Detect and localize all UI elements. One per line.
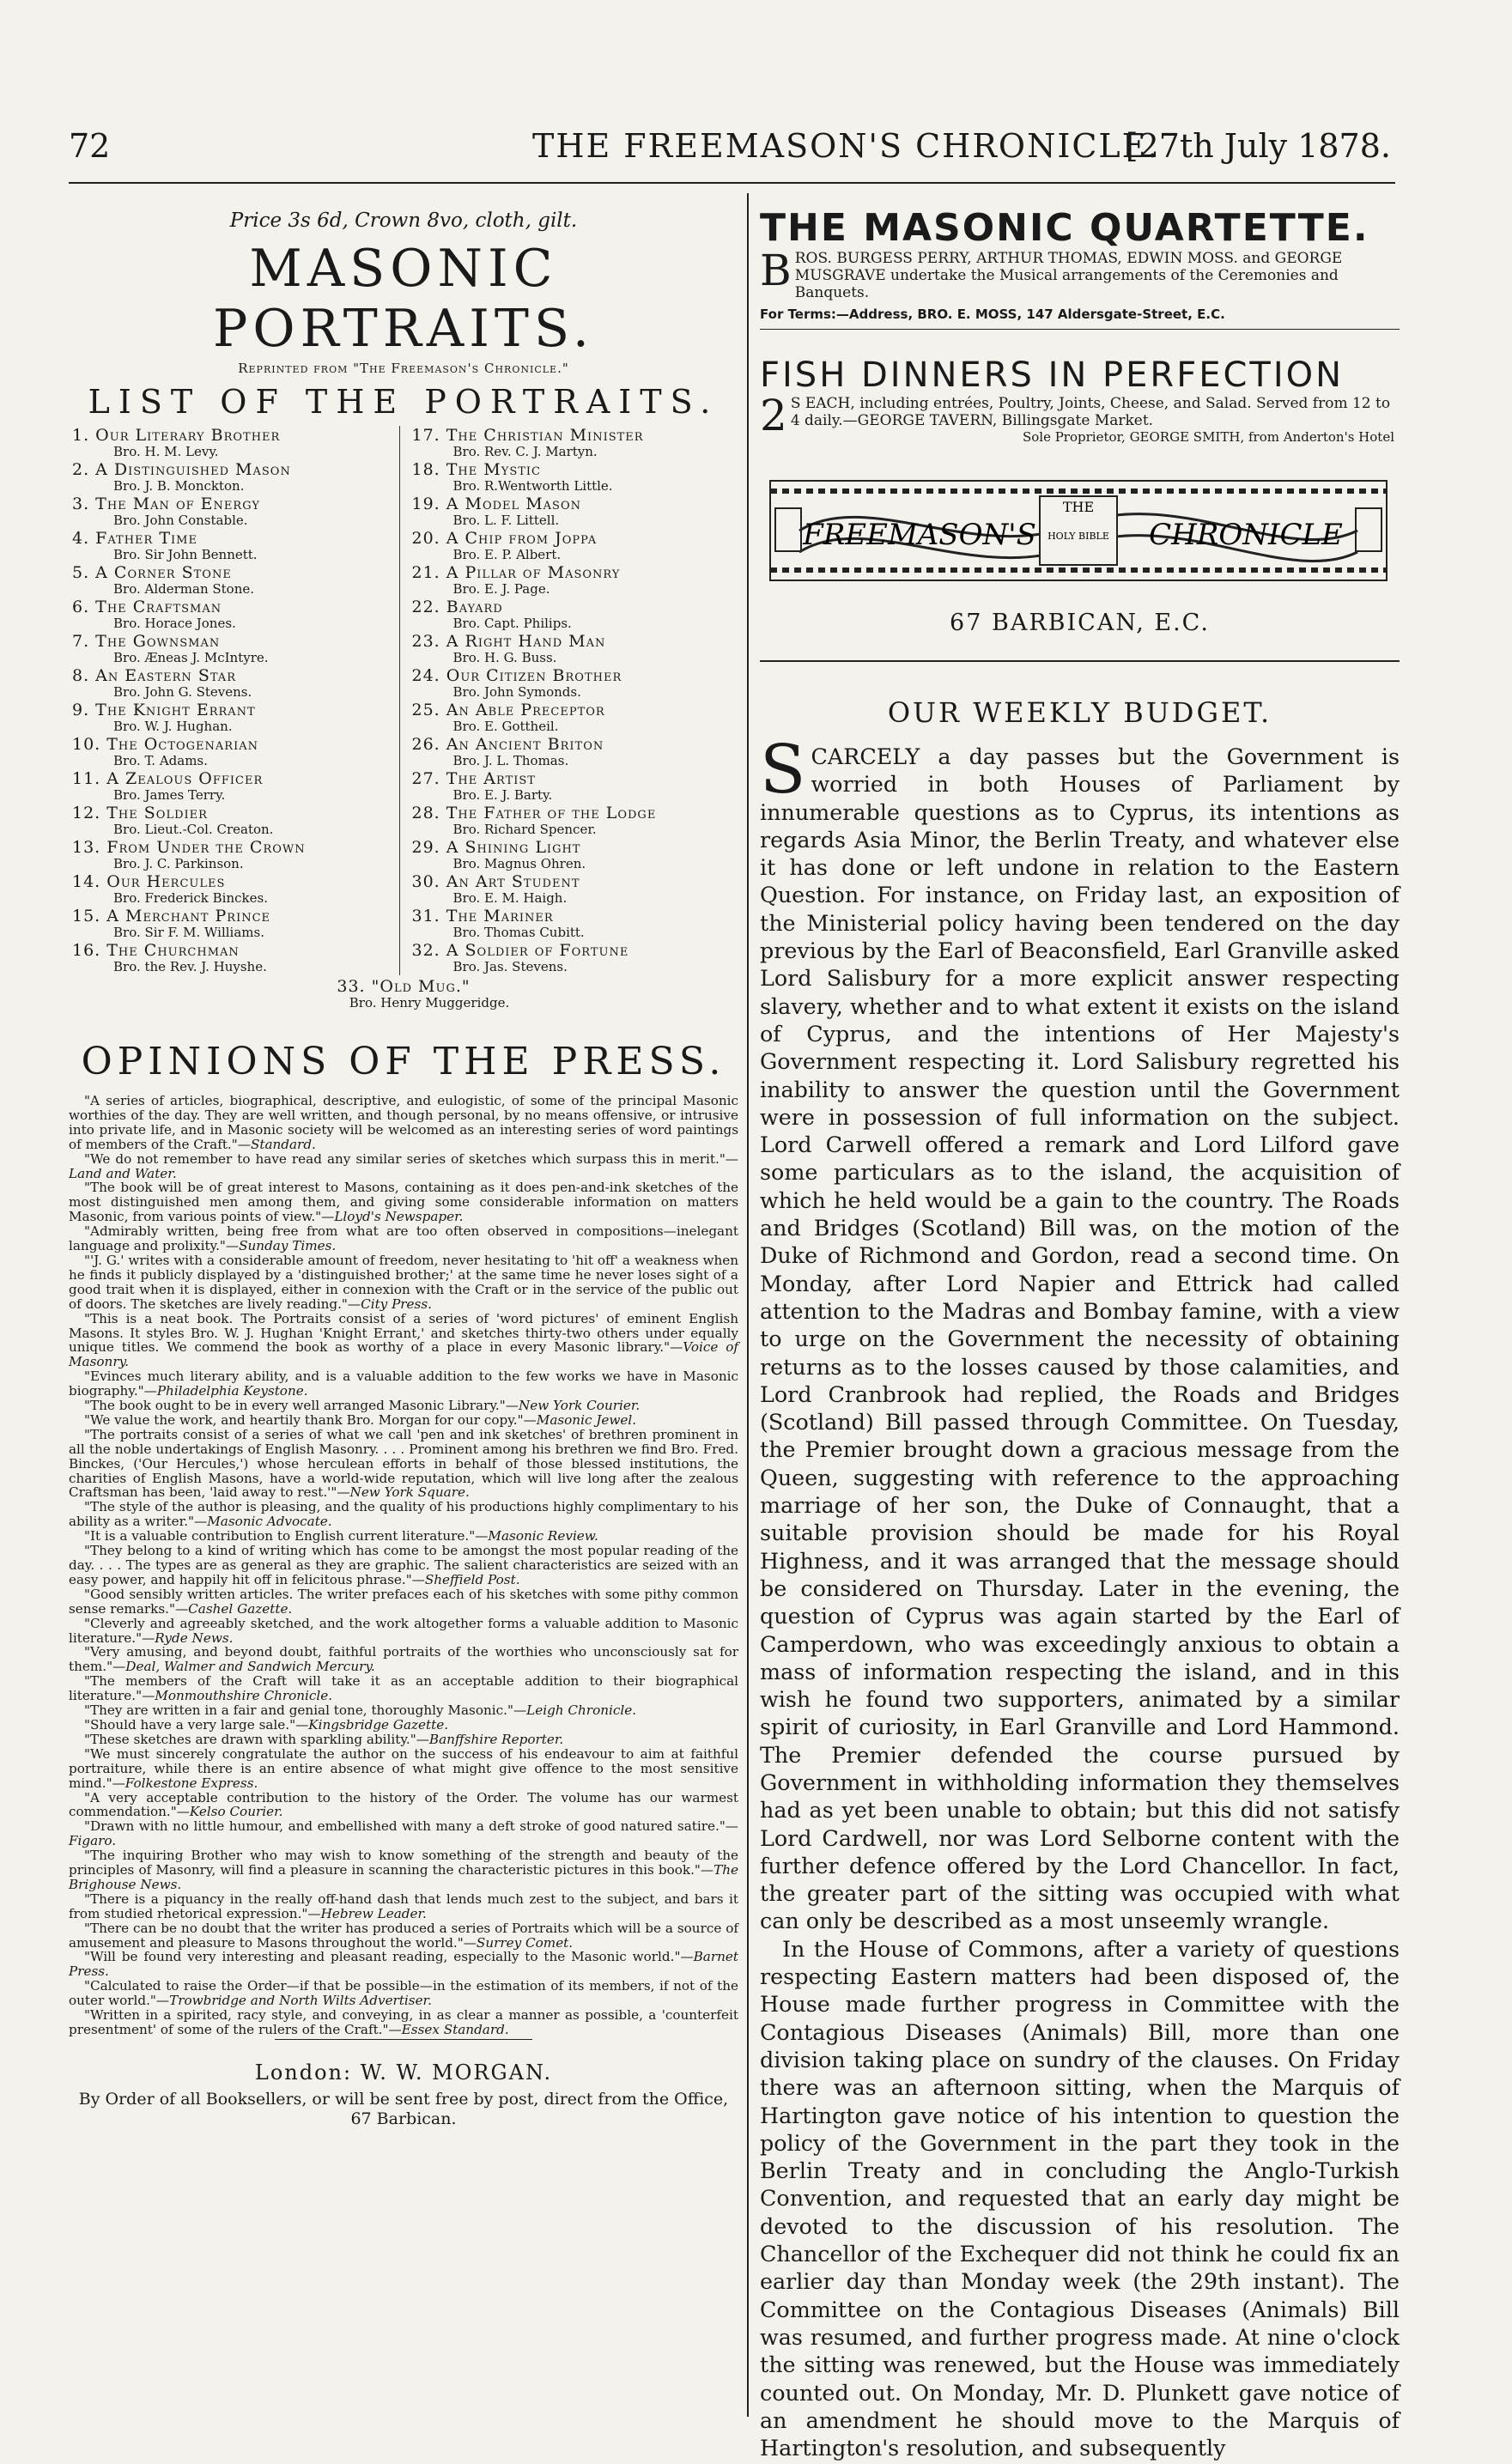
weekly-budget-title: OUR WEEKLY BUDGET. (887, 696, 1272, 729)
press-opinion (69, 1224, 738, 1253)
portrait-final-item (69, 977, 738, 1010)
press-opinion (69, 1791, 738, 1820)
opinion-text: "Cleverly and agreeably sketched, and the work altogether forms a valuable addition to Masonic literature."— (69, 1615, 738, 1646)
opinion-source: Folkestone Express. (124, 1775, 258, 1791)
portrait-title: 27. The Artist (411, 769, 536, 788)
opinion-source: Kelso Courier. (189, 1804, 283, 1820)
portrait-brother: Bro. John Symonds. (452, 684, 581, 700)
quartette-terms: For Terms:—Address, BRO. E. MOSS, 147 Aldersgate-Street, E.C. (760, 306, 1225, 322)
portrait-title: 12. The Soldier (72, 804, 208, 822)
opinion-text: "The members of the Craft will take it as an acceptable addition to their biographical literature."— (69, 1673, 738, 1704)
opinion-source: City Press. (361, 1296, 432, 1312)
portrait-item (72, 460, 396, 494)
right-column (760, 204, 1400, 2461)
portrait-brother: Bro. W. J. Hughan. (113, 719, 233, 734)
portrait-brother: Bro. Sir F. M. Williams. (113, 925, 264, 940)
opinion-source: Hebrew Leader. (320, 1905, 427, 1921)
publisher-line: London: W. W. MORGAN. (254, 2060, 553, 2085)
portrait-title: 19. A Model Mason (411, 495, 581, 513)
paragraph-text: In the House of Commons, after a variety of questions respecting Eastern matters had been disposed of, the House made further progress in Committee with the Contagious Diseases (Animals) Bill, more than one division taking place on sundry of the clauses. On Friday there was an afternoon sitting, when the Marquis of Hartington gave notice of his intention to question the policy of the Government in the part they took in the Berlin Treaty and in concluding the Anglo-Turkish Convention, and requested that an early day might be devoted to the discussion of his resolution. The Chancellor of the Exchequer did not think he could fix an earlier day than Monday week (the 29th instant). The Committee on the Contagious Diseases (Animals) Bill was resumed, and further progress made. At nine o'clock the sitting was renewed, but the House was immediately counted out. On Monday, Mr. D. Plunkett gave notice of an amendment he should move to the Marquis of Hartington's resolution, and subsequently (760, 1935, 1400, 2461)
portrait-item (72, 426, 396, 459)
portrait-item (72, 735, 396, 768)
portrait-title: 22. Bayard (411, 598, 503, 616)
opinion-source: Surrey Comet. (476, 1934, 574, 1951)
portrait-title: 26. An Ancient Briton (411, 735, 604, 754)
opinion-text: "Drawn with no little humour, and embellished with many a deft stroke of good natured satire."— (84, 1818, 738, 1835)
masthead-rule (69, 182, 1395, 184)
publisher-rule (275, 2039, 532, 2040)
portrait-list-left (69, 426, 399, 975)
logo-word-the: THE (1062, 499, 1095, 515)
weekly-budget-article (760, 731, 1400, 2461)
portrait-brother: Bro. J. C. Parkinson. (113, 856, 244, 871)
opinion-text: "We do not remember to have read any similar series of sketches which surpass this in merit."— (84, 1150, 738, 1167)
portrait-title: 7. The Gownsman (72, 632, 221, 651)
reprinted-note: Reprinted from "The Freemason's Chronicle." (238, 361, 569, 376)
portrait-title: 23. A Right Hand Man (411, 632, 606, 651)
portrait-item (412, 460, 736, 494)
portrait-item (412, 941, 736, 974)
section-rule (760, 660, 1400, 662)
portrait-item (72, 838, 396, 871)
portrait-title: 21. A Pillar of Masonry (411, 563, 621, 582)
press-opinion (69, 1180, 738, 1224)
portrait-brother: Bro. T. Adams. (113, 753, 208, 768)
press-opinion (69, 1587, 738, 1617)
opinion-text: "Good sensibly written articles. The writer prefaces each of his sketches with some pithy common sense remarks."— (69, 1586, 738, 1617)
logo-word-chronicle: CHRONICLE (1149, 518, 1343, 552)
chronicle-logo-graphic (765, 470, 1392, 591)
portrait-item (72, 666, 396, 700)
portrait-title: 9. The Knight Errant (72, 701, 256, 719)
opinion-text: "The portraits consist of a series of what we call 'pen and ink sketches' of brethren prominent in all the noble undertakings of English Masonry. . . . Prominent among his brethren we find Bro. Fred. Binckes, ('Our Hercules,') whose herculean efforts in behalf of those blessed institutions, the charities of English Masons, have a world-wide reputation, which will live long after the zealous Craftsman has been, 'laid away to rest.'"— (69, 1426, 738, 1501)
press-opinion (69, 1544, 738, 1587)
portrait-brother: Bro. Lieut.-Col. Creaton. (113, 822, 274, 837)
press-opinion (69, 2008, 738, 2037)
office-address: 67 BARBICAN, E.C. (950, 610, 1210, 636)
portrait-item (412, 495, 736, 528)
dropcap: 2 (760, 391, 787, 440)
list-of-portraits-title: LIST OF THE PORTRAITS. (88, 383, 720, 421)
opinion-source: New York Courier. (518, 1398, 641, 1414)
press-opinion (69, 1848, 738, 1892)
press-opinion (69, 1428, 738, 1501)
opinion-source: Barnet Press. (69, 1949, 738, 1980)
portrait-brother: Bro. E. J. Barty. (452, 787, 553, 803)
opinion-text: "Calculated to raise the Order—if that be possible—in the estimation of its members, if not of the outer world."— (69, 1978, 738, 2009)
opinion-source: The Brighouse News. (69, 1862, 738, 1892)
opinion-text: "Should have a very large sale."— (84, 1716, 309, 1733)
portrait-brother: Bro. Horace Jones. (113, 616, 236, 631)
portrait-brother: Bro. Æneas J. McIntyre. (113, 650, 269, 665)
opinion-text: "Evinces much literary ability, and is a valuable addition to the few works we have in Masonic biography."— (69, 1369, 738, 1399)
chronicle-logo (765, 470, 1392, 591)
portrait-brother: Bro. L. F. Littell. (452, 513, 560, 528)
paragraph-text: CARCELY a day passes but the Government is worried in both Houses of Parliament by innumerable questions as to Cyprus, its intentions as regards Asia Minor, the Berlin Treaty, and whatever else it has done or left undone in relation to the Eastern Question. For instance, on Friday last, an exposition of the Ministerial policy having been tendered on the day previous by the Earl of Beaconsfield, Earl Granville asked Lord Salisbury for a more explicit answer respecting slavery, whether and to what extent it exists on the island of Cyprus, and the intentions of Her Majesty's Government respecting it. Lord Salisbury regretted his inability to answer the question until the Government were in possession of full information on the subject. Lord Carwell offered a remark and Lord Lilford gave some particulars as to the island, the acquisition of which he held would be a gain to the country. The Roads and Bridges (Scotland) Bill was, on the motion of the Duke of Richmond and Gordon, read a second time. On Monday, after Lord Napier and Ettrick had called attention to the Madras and Bombay famine, with a view to urge on the Government the necessity of obtaining returns as to the losses caused by those calamities, and Lord Cranbrook had replied, the Roads and Bridges (Scotland) Bill passed through Committee. On Tuesday, the Premier brought down a gracious message from the Queen, suggesting with reference to the approaching marriage of her son, the Duke of Connaught, that a suitable provision should be made for his Royal Highness, and it was arranged that the message should be considered on Thursday. Later in the evening, the question of Cyprus was again started by the Earl of Camperdown, who was exceedingly anxious to obtain a mass of information respecting the island, and in this wish he found two supporters, animated by a similar spirit of curiosity, in Earl Granville and Lord Hammond. The Premier defended the course pursued by Government in withholding information they themselves had as yet been unable to obtain; but this did not satisfy Lord Cardwell, nor was Lord Selborne content with the further defence offered by the Lord Chancellor. In fact, the greater part of the sitting was occupied with what can only be described as a most unseemly wrangle. (760, 743, 1400, 1934)
opinions-of-the-press (69, 1093, 738, 2037)
portrait-brother: Bro. E. P. Albert. (452, 547, 562, 562)
quartette-body: ROS. BURGESS PERRY, ARTHUR THOMAS, EDWIN MOSS. and GEORGE MUSGRAVE undertake the Musical arrangements of the Ceremonies and Banquets. (794, 250, 1343, 301)
portrait-title: 33. "Old Mug." (337, 977, 471, 996)
opinion-source: Philadelphia Keystone. (156, 1383, 308, 1399)
dropcap: B (760, 246, 792, 295)
portrait-title: 25. An Able Preceptor (411, 701, 605, 719)
portrait-item (72, 804, 396, 837)
portrait-brother: Bro. H. M. Levy. (113, 444, 219, 459)
opinion-source: Banffshire Reporter. (428, 1731, 564, 1747)
portrait-title: 11. A Zealous Officer (72, 769, 264, 788)
opinion-text: "There is a piquancy in the really off-hand dash that lends much zest to the subject, and bars it from studied rhetorical expression."— (69, 1890, 738, 1921)
portrait-brother: Bro. E. J. Page. (452, 581, 550, 597)
opinion-text: "The inquiring Brother who may wish to know something of the strength and beauty of the principles of Masonry, will find a pleasure in scanning the characteristic pictures in this book."— (69, 1848, 738, 1878)
opinion-text: "Will be found very interesting and pleasant reading, especially to the Masonic world."— (84, 1949, 694, 1965)
portrait-item (412, 666, 736, 700)
opinion-source: Leigh Chronicle. (526, 1702, 637, 1719)
order-line: By Order of all Booksellers, or will be sent free by post, direct from the Office, 67 Barbican. (78, 2090, 729, 2128)
portrait-brother: Bro. J. B. Monckton. (113, 478, 245, 494)
portrait-item (412, 563, 736, 597)
portrait-item (412, 701, 736, 734)
portrait-item (412, 632, 736, 665)
advert-rule (760, 329, 1400, 330)
portrait-title: 16. The Churchman (72, 941, 240, 960)
opinion-text: "They belong to a kind of writing which has come to be amongst the most popular reading of the day. . . . The types are as general as they are graphic. The salient characteristics are seized with an easy power, and happily hit off in felicitous phrase."— (69, 1543, 738, 1587)
opinion-text: "It is a valuable contribution to English current literature."— (84, 1528, 489, 1545)
portrait-brother: Bro. Alderman Stone. (113, 581, 255, 597)
press-opinion (69, 1152, 738, 1181)
opinion-source: Sunday Times. (239, 1238, 337, 1254)
press-opinion (69, 1892, 738, 1921)
opinion-source: Masonic Advocate. (207, 1514, 332, 1530)
portrait-title: 30. An Art Student (411, 872, 580, 891)
opinion-source: Ryde News. (155, 1630, 234, 1646)
portrait-title: 17. The Christian Minister (411, 426, 644, 445)
opinion-text: "The book will be of great interest to Masons, containing as it does pen-and-ink sketches of the most distinguished men among them, and giving some considerable information on matters Masonic, from various points of view."— (69, 1180, 738, 1225)
fish-dinners-title: FISH DINNERS IN PERFECTION (760, 355, 1345, 395)
press-opinion (69, 1529, 738, 1544)
portrait-brother: Bro. Capt. Philips. (452, 616, 572, 631)
portrait-brother: Bro. Sir John Bennett. (113, 547, 258, 562)
press-opinion (69, 1094, 738, 1152)
opinion-source: Lloyd's Newspaper. (334, 1209, 464, 1225)
portrait-title: 28. The Father of the Lodge (411, 804, 657, 822)
opinion-text: "A series of articles, biographical, descriptive, and eulogistic, of some of the principal Masonic worthies of the day. They are well written, and though personal, by no means offensive, or intrusive into private life, and in Masonic society will be welcomed as an interesting series of word paintings of members of the Craft."— (69, 1093, 738, 1152)
portrait-item (412, 769, 736, 803)
opinion-source: Trowbridge and North Wilts Advertiser. (169, 1993, 432, 2009)
press-opinion (69, 1703, 738, 1718)
masonic-portraits-title: MASONIC PORTRAITS. (213, 239, 594, 359)
portrait-item (72, 701, 396, 734)
portrait-item (72, 907, 396, 940)
portrait-item (412, 735, 736, 768)
left-column (69, 204, 738, 2419)
press-opinion (69, 1819, 738, 1848)
press-opinion (69, 1312, 738, 1370)
opinion-source: Kingsbridge Gazette. (308, 1716, 449, 1733)
portrait-brother: Bro. R.Wentworth Little. (452, 478, 613, 494)
article-paragraph (760, 1935, 1400, 2462)
portrait-item (412, 804, 736, 837)
portrait-title: 24. Our Citizen Brother (411, 666, 622, 685)
press-opinion (69, 1921, 738, 1951)
opinion-source: Standard. (250, 1136, 316, 1152)
portrait-item (72, 563, 396, 597)
opinion-source: Masonic Jewel. (536, 1411, 637, 1428)
portrait-item (72, 941, 396, 974)
portrait-item (412, 598, 736, 631)
opinion-text: "The style of the author is pleasing, and the quality of his productions highly complimentary to his ability as a writer."— (69, 1499, 738, 1530)
portrait-item (72, 872, 396, 906)
opinion-source: New York Square. (349, 1484, 470, 1501)
portrait-title: 5. A Corner Stone (72, 563, 232, 582)
opinion-text: "We value the work, and heartily thank Bro. Morgan for our copy."— (84, 1411, 537, 1428)
press-opinion (69, 1674, 738, 1703)
portrait-title: 31. The Mariner (411, 907, 554, 926)
portrait-item (72, 529, 396, 562)
press-opinion (69, 1500, 738, 1529)
portrait-list (69, 426, 738, 975)
opinion-source: Voice of Masonry. (69, 1339, 738, 1370)
portrait-brother: Bro. James Terry. (113, 787, 226, 803)
portrait-item (72, 769, 396, 803)
fish-body: S EACH, including entrées, Poultry, Joints, Cheese, and Salad. Served from 12 to 4 daily.—GEORGE TAVERN, Billingsgate Market. (790, 395, 1391, 429)
portrait-title: 1. Our Literary Brother (72, 426, 281, 445)
logo-word-holy-bible: HOLY BIBLE (1047, 531, 1109, 542)
opinion-text: "We must sincerely congratulate the author on the success of his endeavour to aim at faithful portraiture, while there is an entire absence of what might give offence to the most sensitive mind."— (69, 1745, 738, 1791)
press-opinion (69, 1979, 738, 2008)
press-opinion (69, 1747, 738, 1791)
opinions-title: OPINIONS OF THE PRESS. (81, 1040, 726, 1083)
portrait-title: 20. A Chip from Joppa (411, 529, 598, 548)
opinion-source: Masonic Review. (488, 1528, 598, 1545)
dropcap: S (760, 731, 806, 809)
press-opinion (69, 1645, 738, 1674)
article-paragraph (760, 731, 1400, 1935)
opinion-source: Monmouthshire Chronicle. (155, 1688, 333, 1704)
portrait-item (72, 598, 396, 631)
portrait-brother: Bro. E. Gottheil. (452, 719, 559, 734)
portrait-title: 15. A Merchant Prince (72, 907, 271, 926)
opinion-source: Figaro. (69, 1833, 117, 1849)
portrait-title: 6. The Craftsman (72, 598, 222, 616)
portrait-brother: Bro. Rev. C. J. Martyn. (452, 444, 598, 459)
portrait-brother: Bro. Frederick Binckes. (113, 890, 268, 906)
column-divider (747, 193, 749, 2417)
masthead (69, 127, 1391, 179)
opinion-source: Cashel Gazette. (188, 1600, 293, 1617)
portrait-brother: Bro. H. G. Buss. (452, 650, 557, 665)
portrait-item (72, 495, 396, 528)
portrait-title: 8. An Eastern Star (72, 666, 236, 685)
opinion-text: "This is a neat book. The Portraits consist of a series of 'word pictures' of eminent English Masons. It styles Bro. W. J. Hughan 'Knight Errant,' and sketches thirty-two others under equally unique titles. We commend the book as worthy of a place in every Masonic library."— (69, 1310, 738, 1356)
press-opinion (69, 1950, 738, 1979)
issue-date: [27th July 1878. (1125, 127, 1391, 165)
portrait-title: 32. A Soldier of Fortune (411, 941, 629, 960)
opinion-source: Essex Standard. (401, 2022, 509, 2037)
opinion-text: "There can be no doubt that the writer has produced a series of Portraits which will be a source of amusement and pleasure to Masons throughout the world."— (69, 1920, 738, 1951)
opinion-text: "Admirably written, being free from what are too often observed in compositions—inelegant language and prolixity."— (69, 1223, 738, 1254)
opinion-text: "Written in a spirited, racy style, and conveying, in as clear a manner as possible, a 'counterfeit presentment' of some of the rulers of the Craft."— (69, 2007, 738, 2037)
page-number: 72 (69, 127, 111, 165)
masonic-quartette-title: THE MASONIC QUARTETTE. (760, 206, 1369, 250)
press-opinion (69, 1369, 738, 1399)
quartette-advert (760, 246, 1400, 301)
portrait-item (412, 907, 736, 940)
paper-title: THE FREEMASON'S CHRONICLE. (532, 127, 1160, 165)
portrait-item (72, 632, 396, 665)
press-opinion (69, 1413, 738, 1428)
opinion-text: "These sketches are drawn with sparkling ability."— (84, 1731, 429, 1747)
portrait-brother: Bro. Magnus Ohren. (452, 856, 586, 871)
price-line: Price 3s 6d, Crown 8vo, cloth, gilt. (229, 209, 578, 232)
opinion-text: "They are written in a fair and genial tone, thoroughly Masonic."— (84, 1702, 527, 1719)
portrait-title: 10. The Octogenarian (72, 735, 258, 754)
portrait-brother: Bro. Thomas Cubitt. (452, 925, 585, 940)
portrait-item (412, 872, 736, 906)
opinion-text: "The book ought to be in every well arranged Masonic Library."— (84, 1398, 519, 1414)
portrait-brother: Bro. E. M. Haigh. (452, 890, 568, 906)
portrait-title: 29. A Shining Light (411, 838, 581, 857)
portrait-brother: Bro. J. L. Thomas. (452, 753, 569, 768)
press-opinion (69, 1617, 738, 1646)
portrait-title: 13. From Under the Crown (72, 838, 306, 857)
opinion-text: "A very acceptable contribution to the history of the Order. The volume has our warmest commendation."— (69, 1789, 738, 1820)
press-opinion (69, 1733, 738, 1747)
press-opinion (69, 1253, 738, 1312)
portrait-brother: Bro. John G. Stevens. (113, 684, 252, 700)
portrait-title: 18. The Mystic (411, 460, 541, 479)
portrait-brother: Bro. the Rev. J. Huyshe. (113, 959, 267, 974)
opinion-source: Sheffield Post. (424, 1571, 520, 1587)
logo-word-freemasons: FREEMASON'S (803, 518, 1036, 552)
press-opinion (69, 1718, 738, 1733)
opinion-source: Land and Water. (69, 1165, 177, 1181)
press-opinion (69, 1399, 738, 1413)
opinion-source: Deal, Walmer and Sandwich Mercury. (125, 1659, 375, 1675)
portrait-brother: Bro. John Constable. (113, 513, 248, 528)
portrait-brother: Bro. Richard Spencer. (452, 822, 597, 837)
portrait-title: 2. A Distinguished Mason (72, 460, 291, 479)
opinion-text: "'J. G.' writes with a considerable amount of freedom, never hesitating to 'hit off' a weakness when he finds it publicly displayed by a 'distinguished brother;' at the same time he never loses sight of a good trait when it is displayed, either in connexion with the Craft or in the service of the public out of doors. The sketches are lively reading."— (69, 1252, 738, 1312)
portrait-item (412, 426, 736, 459)
portrait-title: 3. The Man of Energy (72, 495, 260, 513)
fish-proprietor: Sole Proprietor, GEORGE SMITH, from Anderton's Hotel (1022, 429, 1394, 445)
portrait-brother: Bro. Henry Muggeridge. (349, 995, 510, 1010)
portrait-item (412, 838, 736, 871)
portrait-title: 14. Our Hercules (72, 872, 226, 891)
opinion-text: "Very amusing, and beyond doubt, faithful portraits of the worthies who unconsciously sat for them."— (69, 1644, 738, 1675)
portrait-item (412, 529, 736, 562)
portrait-title: 4. Father Time (72, 529, 197, 548)
portrait-list-right (399, 426, 739, 975)
portrait-brother: Bro. Jas. Stevens. (452, 959, 568, 974)
